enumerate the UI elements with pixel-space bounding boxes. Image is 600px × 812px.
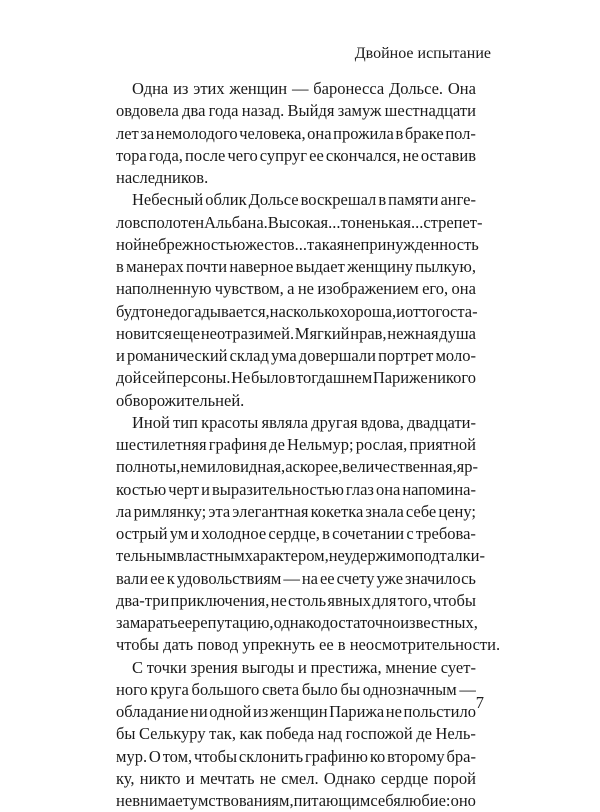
text-line: овдовела два года назад. Выйдя замуж шестнадцати: [116, 101, 476, 121]
text-line: ла римлянку; эта элегантная кокетка знала себе цену;: [116, 501, 476, 521]
running-head: Двойное испытание: [354, 45, 491, 62]
text-line: тельным властным характером, неудержимо подталки-: [116, 546, 486, 566]
text-line: не внимает умствованиям, питающим себялюбие: оно: [116, 791, 476, 810]
text-line: наполненную чувством, а не изображением его, она: [116, 279, 476, 299]
text-line: шестилетняя графиня де Нельмур; рослая, приятной: [116, 435, 476, 454]
text-line: в манерах почти наверное выдает женщину пылкую,: [116, 257, 476, 276]
text-line: дой сей персоны. Не было в тогдашнем Париже никого: [116, 368, 476, 388]
text-line: новится еще неотразимей. Мягкий нрав, нежная душа: [116, 323, 476, 343]
text-line: чтобы дать повод упрекнуть ее в неосмотрительности.: [116, 635, 501, 655]
text-line: С точки зрения выгоды и престижа, мнение сует-: [132, 657, 476, 677]
text-line: будто не догадывается, насколько хороша, и оттого ста-: [116, 301, 478, 321]
text-line: замарать ее репутацию, однако достаточно известных,: [116, 613, 478, 632]
text-line: костью черт и выразительностью глаз она напомина-: [116, 479, 476, 499]
text-line: Одна из этих женщин — баронесса Дольсе. Она: [132, 79, 476, 98]
text-line: бы Селькуру так, как победа над госпожой де Нель-: [116, 724, 476, 744]
text-line: наследников.: [116, 168, 209, 187]
text-line: два-три приключения, не столь явных для того, чтобы: [116, 590, 476, 610]
text-line: полноты, не миловидная, а скорее, величественная, яр-: [116, 457, 479, 477]
text-line: и романический склад ума довершали портрет моло-: [116, 346, 476, 365]
text-line: Небесный облик Дольсе воскрешал в памяти анге-: [132, 190, 476, 210]
text-line: обворожительней.: [116, 390, 245, 410]
text-line: мур. О том, чтобы склонить графиню ко второму бра-: [116, 746, 476, 766]
text-line: острый ум и холодное сердце, в сочетании с требова-: [116, 524, 476, 543]
page-number: 7: [475, 693, 484, 712]
text-line: Иной тип красоты являла другая вдова, двадцати-: [132, 412, 476, 432]
text-line: обладание ни одной из женщин Парижа не польстило: [116, 702, 476, 721]
text-line: тора года, после чего супруг ее скончался, не оставив: [116, 145, 476, 165]
text-line: лет за немолодого человека, она прожила в браке пол-: [116, 123, 476, 143]
text-line: лов с полотен Альбана. Высокая... тоненькая... с трепет-: [116, 212, 483, 232]
text-line: вали ее к удовольствиям — на ее счету уже значилось: [116, 568, 476, 588]
body-text: [116, 78, 501, 812]
text-line: ного круга большого света было бы однозначным —: [116, 679, 476, 699]
text-line: ку, никто и мечтать не смел. Однако сердце порой: [116, 768, 476, 788]
text-line: ной небрежностью жестов... такая непринужденность: [116, 234, 479, 254]
